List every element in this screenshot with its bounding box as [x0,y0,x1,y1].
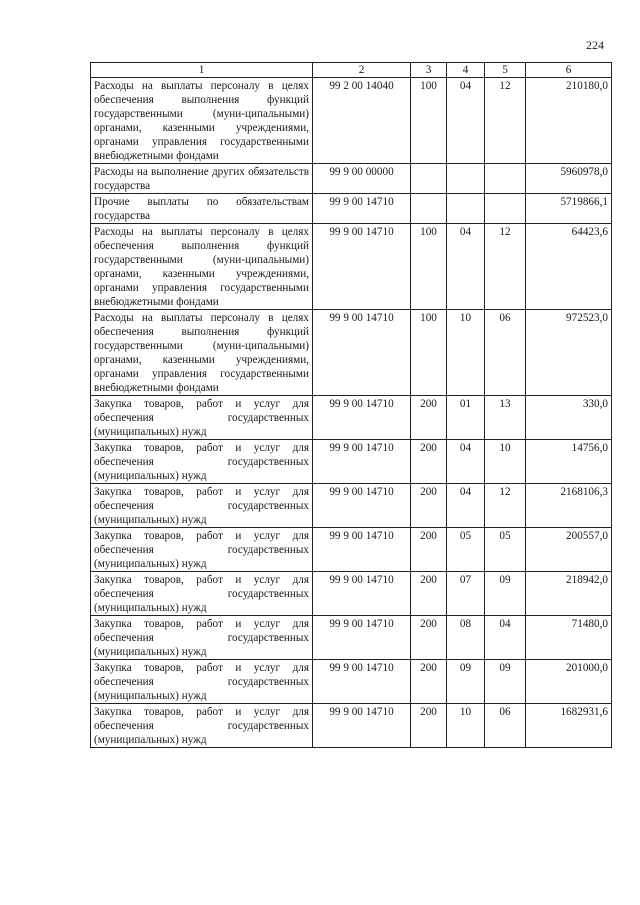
table-row [91,484,612,528]
page-number: 224 [586,38,604,52]
amount-cell: 71480,0 [526,616,612,660]
description-cell: Расходы на выплаты персоналу в целях обеспечения выполнения функций государственными (муни-ципальными) органами, казенными учреждениями, органами управления государственными внебюджетными фондами [91,224,313,310]
subsection-cell: 09 [485,660,526,704]
expense-type-cell: 100 [411,224,447,310]
table-row [91,440,612,484]
amount-cell: 201000,0 [526,660,612,704]
subsection-cell: 05 [485,528,526,572]
header-cell-1: 1 [91,63,313,78]
description-cell: Закупка товаров, работ и услуг для обеспечения государственных (муниципальных) нужд [91,660,313,704]
subsection-cell: 12 [485,78,526,164]
table-row [91,616,612,660]
amount-cell: 330,0 [526,396,612,440]
table-row [91,572,612,616]
amount-cell: 1682931,6 [526,704,612,748]
amount-cell: 5960978,0 [526,164,612,194]
table-row [91,396,612,440]
section-cell: 01 [447,396,485,440]
code-cell: 99 9 00 14710 [313,660,411,704]
section-cell: 04 [447,78,485,164]
table-row [91,704,612,748]
section-cell: 04 [447,484,485,528]
subsection-cell: 04 [485,616,526,660]
code-cell: 99 9 00 00000 [313,164,411,194]
section-cell: 05 [447,528,485,572]
subsection-cell: 12 [485,224,526,310]
section-cell: 04 [447,440,485,484]
section-cell: 07 [447,572,485,616]
description-cell: Прочие выплаты по обязательствам государства [91,194,313,224]
amount-cell: 218942,0 [526,572,612,616]
section-cell: 09 [447,660,485,704]
expense-type-cell: 200 [411,704,447,748]
section-cell: 08 [447,616,485,660]
section-cell: 10 [447,310,485,396]
section-cell [447,164,485,194]
expense-type-cell: 100 [411,310,447,396]
description-cell: Закупка товаров, работ и услуг для обеспечения государственных (муниципальных) нужд [91,704,313,748]
table-body [91,78,612,748]
description-cell: Расходы на выплаты персоналу в целях обеспечения выполнения функций государственными (муни-ципальными) органами, казенными учреждениями, органами управления государственными внебюджетными фондами [91,78,313,164]
expense-type-cell: 200 [411,660,447,704]
section-cell: 10 [447,704,485,748]
code-cell: 99 9 00 14710 [313,310,411,396]
amount-cell: 5719866,1 [526,194,612,224]
header-cell-3: 3 [411,63,447,78]
expense-type-cell [411,194,447,224]
subsection-cell: 09 [485,572,526,616]
subsection-cell: 10 [485,440,526,484]
amount-cell: 210180,0 [526,78,612,164]
subsection-cell [485,194,526,224]
budget-table [90,62,612,748]
header-cell-6: 6 [526,63,612,78]
expense-type-cell: 200 [411,484,447,528]
code-cell: 99 9 00 14710 [313,616,411,660]
description-cell: Закупка товаров, работ и услуг для обеспечения государственных (муниципальных) нужд [91,572,313,616]
section-cell: 04 [447,224,485,310]
expense-type-cell: 200 [411,528,447,572]
description-cell: Закупка товаров, работ и услуг для обеспечения государственных (муниципальных) нужд [91,396,313,440]
code-cell: 99 9 00 14710 [313,484,411,528]
amount-cell: 64423,6 [526,224,612,310]
description-cell: Закупка товаров, работ и услуг для обеспечения государственных (муниципальных) нужд [91,616,313,660]
description-cell: Закупка товаров, работ и услуг для обеспечения государственных (муниципальных) нужд [91,440,313,484]
description-cell: Расходы на выполнение других обязательств государства [91,164,313,194]
description-cell: Закупка товаров, работ и услуг для обеспечения государственных (муниципальных) нужд [91,484,313,528]
amount-cell: 200557,0 [526,528,612,572]
code-cell: 99 9 00 14710 [313,440,411,484]
description-cell: Расходы на выплаты персоналу в целях обеспечения выполнения функций государственными (муни-ципальными) органами, казенными учреждениями, органами управления государственными внебюджетными фондами [91,310,313,396]
header-cell-4: 4 [447,63,485,78]
expense-type-cell: 200 [411,396,447,440]
table-row [91,660,612,704]
expense-type-cell: 100 [411,78,447,164]
subsection-cell: 06 [485,704,526,748]
subsection-cell: 06 [485,310,526,396]
subsection-cell: 13 [485,396,526,440]
table-row [91,224,612,310]
code-cell: 99 9 00 14710 [313,224,411,310]
amount-cell: 14756,0 [526,440,612,484]
amount-cell: 972523,0 [526,310,612,396]
description-cell: Закупка товаров, работ и услуг для обеспечения государственных (муниципальных) нужд [91,528,313,572]
code-cell: 99 9 00 14710 [313,528,411,572]
code-cell: 99 9 00 14710 [313,704,411,748]
code-cell: 99 9 00 14710 [313,396,411,440]
expense-type-cell: 200 [411,616,447,660]
header-cell-5: 5 [485,63,526,78]
expense-type-cell: 200 [411,440,447,484]
code-cell: 99 9 00 14710 [313,572,411,616]
code-cell: 99 2 00 14040 [313,78,411,164]
subsection-cell: 12 [485,484,526,528]
amount-cell: 2168106,3 [526,484,612,528]
table-row [91,164,612,194]
header-row [91,63,612,78]
expense-type-cell [411,164,447,194]
table-row [91,194,612,224]
header-cell-2: 2 [313,63,411,78]
subsection-cell [485,164,526,194]
table-row [91,528,612,572]
code-cell: 99 9 00 14710 [313,194,411,224]
section-cell [447,194,485,224]
table-row [91,310,612,396]
expense-type-cell: 200 [411,572,447,616]
table-row [91,78,612,164]
